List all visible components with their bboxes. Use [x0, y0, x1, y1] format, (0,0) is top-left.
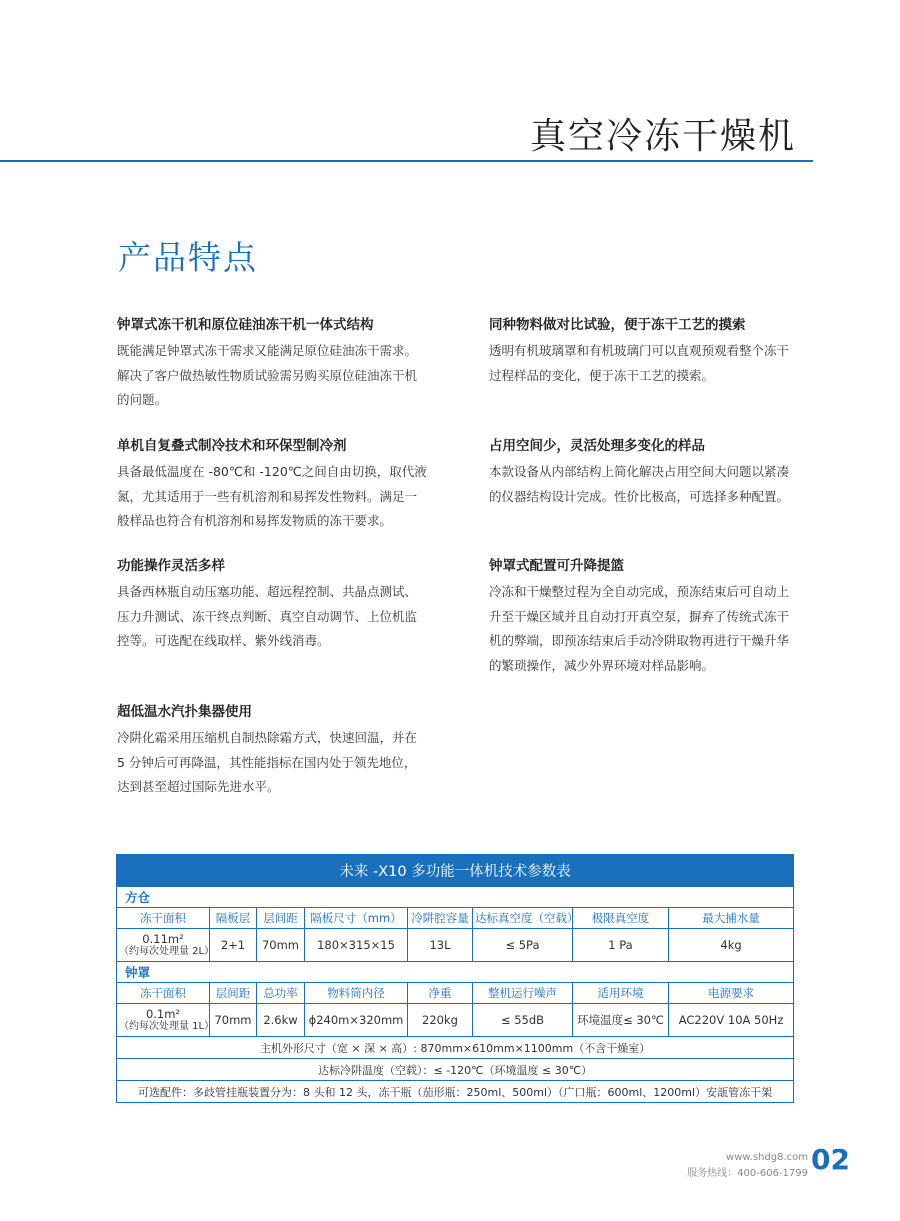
feature-title: 功能操作灵活多样	[117, 558, 225, 574]
table-cell: 13L	[408, 929, 473, 962]
table-cell: 2.6kw	[257, 1004, 305, 1037]
table-header-cell: 物料筒内径	[305, 983, 408, 1004]
table-cell-area	[117, 1004, 215, 1037]
table-cell: 220kg	[408, 1004, 473, 1037]
area-value: 0.11m²	[142, 932, 184, 946]
table-header-cell: 极限真空度	[573, 908, 669, 929]
feature-line: 透明有机玻璃罩和有机玻璃门可以直观预观看整个冻干	[489, 343, 790, 358]
table-header-cell: 冷阱腔容量	[408, 908, 473, 929]
feature-body	[489, 580, 799, 678]
feature-line: 既能满足钟罩式冻干需求又能满足原位硅油冻干需求。	[117, 343, 418, 358]
feature-line: 氮，尤其适用于一些有机溶剂和易挥发性物料。满足一	[117, 488, 418, 504]
feature-title: 单机自复叠式制冷技术和环保型制冷剂	[117, 438, 347, 454]
table-cell: 4kg	[669, 929, 794, 962]
feature-line: 冷冻和干燥整过程为全自动完成，预冻结束后可自动上	[489, 584, 790, 599]
feature-title: 超低温水汽扑集器使用	[117, 704, 252, 720]
table-cell: 1 Pa	[573, 929, 669, 962]
feature-line: 本款设备从内部结构上简化解决占用空间大问题以紧凑	[489, 464, 790, 479]
table-header-cell: 隔板尺寸（mm）	[305, 908, 408, 929]
page-number: 02	[811, 1143, 850, 1176]
area-value: 0.1m²	[145, 1007, 181, 1021]
feature-title: 钟罩式冻干机和原位硅油冻干机一体式结构	[117, 317, 374, 333]
table-header-cell: 电源要求	[669, 983, 794, 1004]
table-group-label: 方仓	[117, 887, 794, 908]
feature-line: 具备最低温度在 -80℃和 -120℃之间自由切换，取代液	[117, 464, 427, 479]
feature-line: 机的弊端，即预冻结束后手动冷阱取物再进行干燥升华	[489, 633, 790, 648]
feature-title: 同种物料做对比试验，便于冻干工艺的摸索	[489, 317, 746, 333]
table-cell: ≤ 55dB	[473, 1004, 573, 1037]
table-note-accessories: 可选配件：多歧管挂瓶装置分为：8 头和 12 头，冻干瓶（茄形瓶：250ml、500ml）（广口瓶：600ml、1200ml）安瓿管冻干架	[117, 1081, 794, 1103]
spec-table	[116, 854, 794, 1103]
table-header-cell: 层间距	[257, 908, 305, 929]
table-header-cell: 冻干面积	[117, 908, 210, 929]
table-group-label: 钟罩	[117, 962, 794, 983]
feature-title: 占用空间少，灵活处理多变化的样品	[489, 438, 705, 454]
table-cell: 180×315×15	[305, 929, 408, 962]
page-title: 真空冷冻干燥机	[529, 116, 796, 157]
feature-comparison-test	[489, 316, 799, 388]
feature-compact-space	[489, 437, 799, 509]
area-note: （约每次处理量 1L）	[119, 1021, 215, 1032]
feature-cascade-refrigeration	[117, 437, 427, 534]
table-cell: 70mm	[257, 929, 305, 962]
table-header-cell: 达标真空度（空载）	[473, 908, 573, 929]
feature-line: 5 分钟后可再降温，其性能指标在国内处于领先地位，	[117, 754, 417, 770]
feature-line: 解决了客户做热敏性物质试验需另购买原位硅油冻干机	[117, 367, 418, 383]
feature-body	[117, 580, 427, 654]
feature-title: 钟罩式配置可升降提篮	[489, 558, 624, 574]
table-row	[117, 1004, 794, 1037]
feature-flexible-operation	[117, 557, 427, 654]
table-header-cell: 隔板层	[210, 908, 257, 929]
feature-body	[489, 339, 799, 388]
table-header-cell: 冻干面积	[117, 983, 210, 1004]
feature-line: 的仪器结构设计完成。性价比极高，可选择多种配置。	[489, 488, 790, 504]
feature-cold-trap	[117, 703, 427, 800]
feature-line: 升至干燥区域并且自动打开真空泵，摒弃了传统式冻干	[489, 608, 790, 624]
table-header-cell: 整机运行噪声	[473, 983, 573, 1004]
feature-body	[117, 339, 427, 413]
feature-line: 过程样品的变化，便于冻干工艺的摸索。	[489, 367, 715, 383]
table-cell-area	[117, 929, 215, 962]
footer-hotline: 服务热线：400-606-1799	[687, 1168, 808, 1179]
table-header-cell: 层间距	[210, 983, 257, 1004]
feature-line: 的繁琐操作，减少外界环境对样品影响。	[489, 657, 715, 673]
table-note-cold-trap: 达标冷阱温度（空载）：≤ -120℃（环境温度 ≤ 30℃）	[117, 1059, 794, 1081]
feature-line: 具备西林瓶自动压塞功能、超远程控制、共晶点测试、	[117, 584, 418, 599]
feature-line: 般样品也符合有机溶剂和易挥发物质的冻干要求。	[117, 513, 393, 528]
feature-bell-jar-silicone	[117, 316, 427, 413]
section-heading: 产品特点	[118, 238, 258, 277]
feature-line: 冷阱化霜采用压缩机自制热除霜方式，快速回温，并在	[117, 730, 418, 745]
table-caption: 未来 -X10 多功能一体机技术参数表	[117, 855, 794, 887]
table-header-cell: 最大捕水量	[669, 908, 794, 929]
table-row	[117, 929, 794, 962]
feature-line: 的问题。	[117, 392, 168, 407]
title-divider	[0, 160, 813, 162]
table-cell: 环境温度≤ 30℃	[573, 1004, 669, 1037]
feature-body	[117, 726, 427, 800]
feature-lift-basket	[489, 557, 799, 678]
table-cell: ϕ240m×320mm	[305, 1004, 408, 1037]
footer-website: www.shdg8.com	[726, 1152, 808, 1163]
table-cell: AC220V 10A 50Hz	[669, 1004, 794, 1037]
feature-body	[117, 460, 427, 534]
table-cell: ≤ 5Pa	[473, 929, 573, 962]
area-note: （约每次处理量 2L）	[119, 946, 215, 957]
table-header-cell: 适用环境	[573, 983, 669, 1004]
table-cell: 2+1	[210, 929, 257, 962]
table-header-cell: 净重	[408, 983, 473, 1004]
table-header-cell: 总功率	[257, 983, 305, 1004]
feature-line: 达到甚至超过国际先进水平。	[117, 779, 280, 794]
table-cell: 70mm	[210, 1004, 257, 1037]
feature-body	[489, 460, 799, 509]
feature-line: 控等。可选配在线取样、紫外线消毒。	[117, 633, 330, 648]
feature-line: 压力升测试、冻干终点判断、真空自动调节、上位机监	[117, 608, 418, 624]
table-note-dimensions: 主机外形尺寸（宽 × 深 × 高）: 870mm×610mm×1100mm（不含干燥室）	[117, 1037, 794, 1059]
